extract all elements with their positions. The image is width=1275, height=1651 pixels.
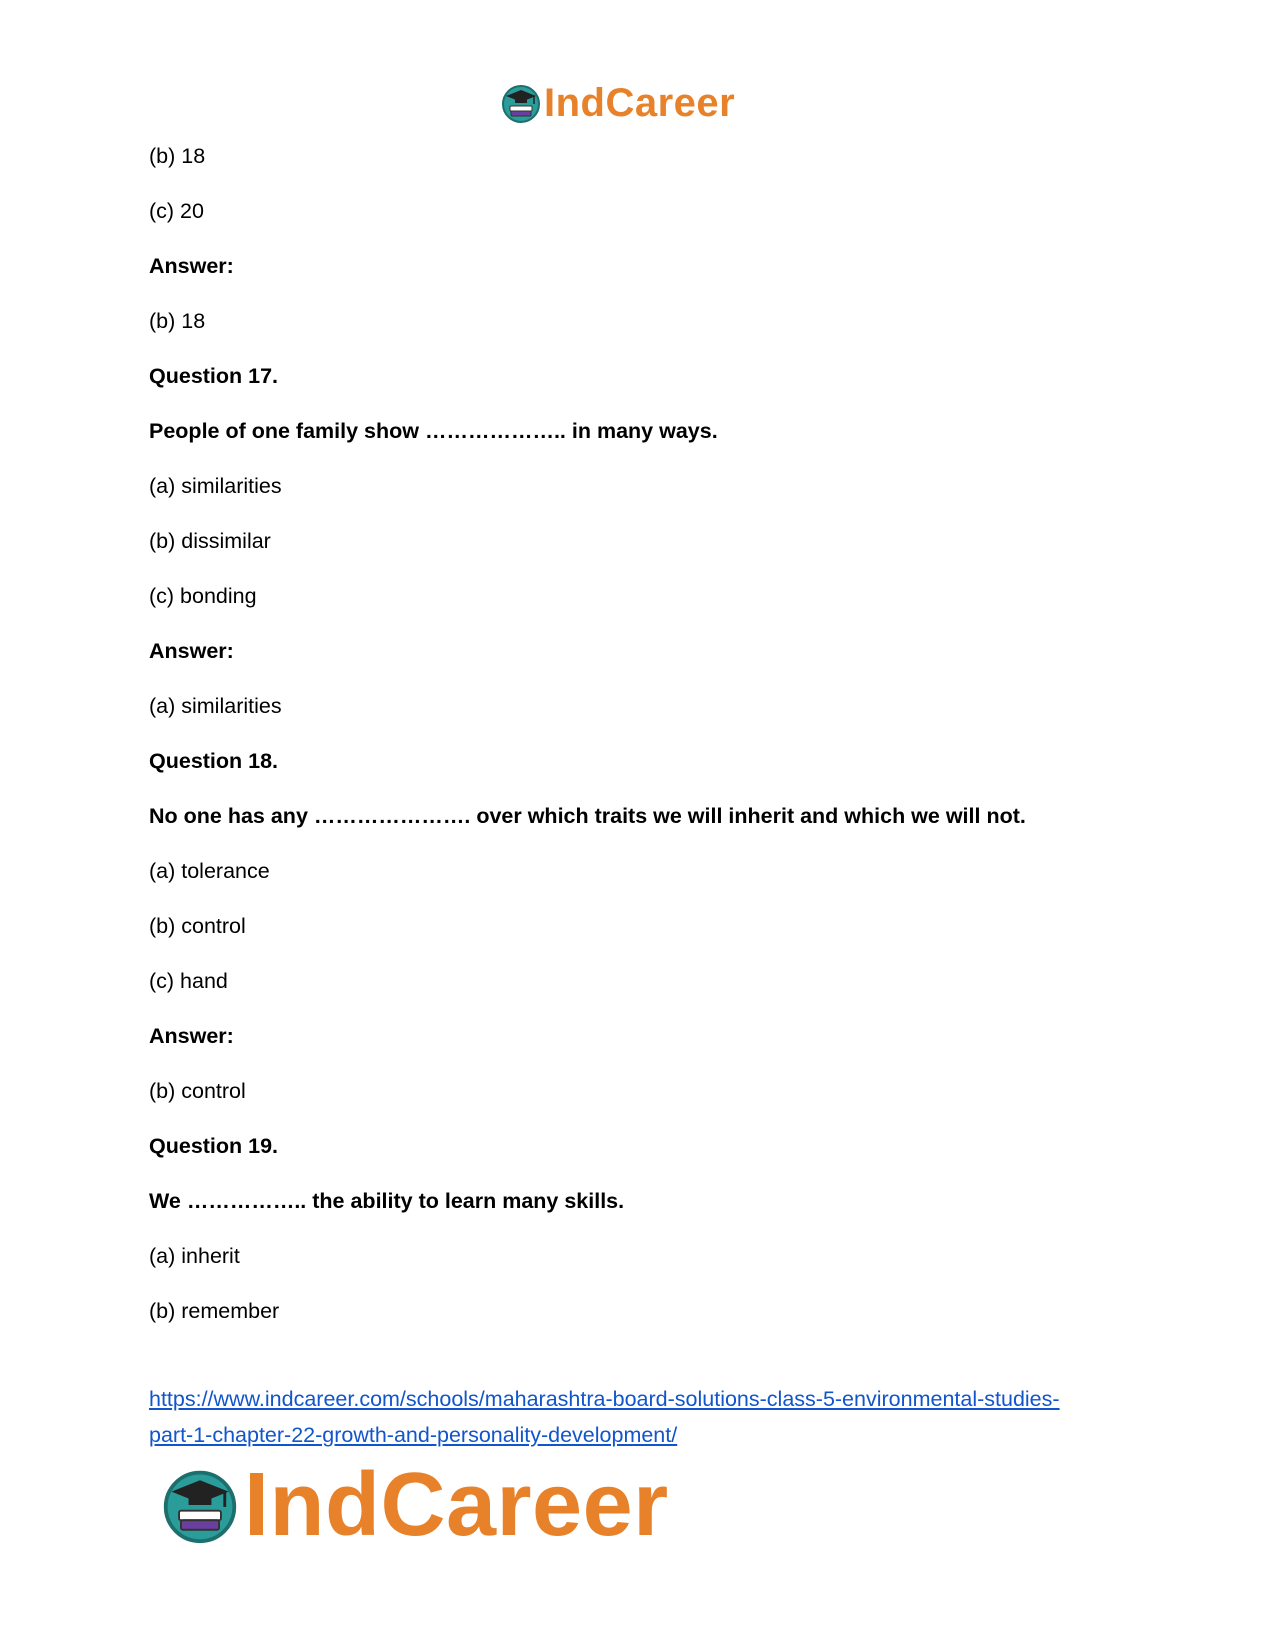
answer-label: Answer:	[149, 1024, 234, 1048]
option-text: (c) 20	[149, 199, 204, 223]
option-text: (b) control	[149, 914, 246, 938]
answer-label: Answer:	[149, 639, 234, 663]
option-text: (a) similarities	[149, 474, 282, 498]
option-text: (a) tolerance	[149, 859, 270, 883]
question-text: We …………….. the ability to learn many skills.	[149, 1189, 625, 1213]
logo-text: IndCareer	[244, 1455, 669, 1555]
option-text: (b) control	[149, 1079, 246, 1103]
graduation-cap-books-globe-icon	[160, 1465, 240, 1545]
question-number: Question 17.	[149, 364, 279, 388]
footer-logo	[160, 1455, 669, 1555]
source-link-block	[149, 1381, 1149, 1453]
graduation-cap-books-globe-icon	[500, 82, 542, 124]
answer-label: Answer:	[149, 254, 234, 278]
option-text: (b) remember	[149, 1299, 280, 1323]
option-text: (c) hand	[149, 969, 228, 993]
option-text: (b) 18	[149, 309, 206, 333]
option-text: (c) bonding	[149, 584, 257, 608]
option-text: (a) similarities	[149, 694, 282, 718]
header-logo	[500, 78, 735, 128]
option-text: (a) inherit	[149, 1244, 240, 1268]
question-text: People of one family show ……………….. in many ways.	[149, 419, 718, 443]
source-link-line-2: part-1-chapter-22-growth-and-personality-development/	[149, 1423, 678, 1447]
document-body	[149, 143, 1149, 1353]
option-text: (b) dissimilar	[149, 529, 271, 553]
option-text: (b) 18	[149, 144, 206, 168]
logo-text: IndCareer	[544, 81, 736, 125]
source-link[interactable]	[149, 1387, 1060, 1447]
question-number: Question 19.	[149, 1134, 279, 1158]
source-link-line-1: https://www.indcareer.com/schools/maharashtra-board-solutions-class-5-environmental-studies-	[149, 1387, 1060, 1411]
question-text: No one has any …………………. over which traits we will inherit and which we will not.	[149, 804, 1026, 828]
question-number: Question 18.	[149, 749, 279, 773]
